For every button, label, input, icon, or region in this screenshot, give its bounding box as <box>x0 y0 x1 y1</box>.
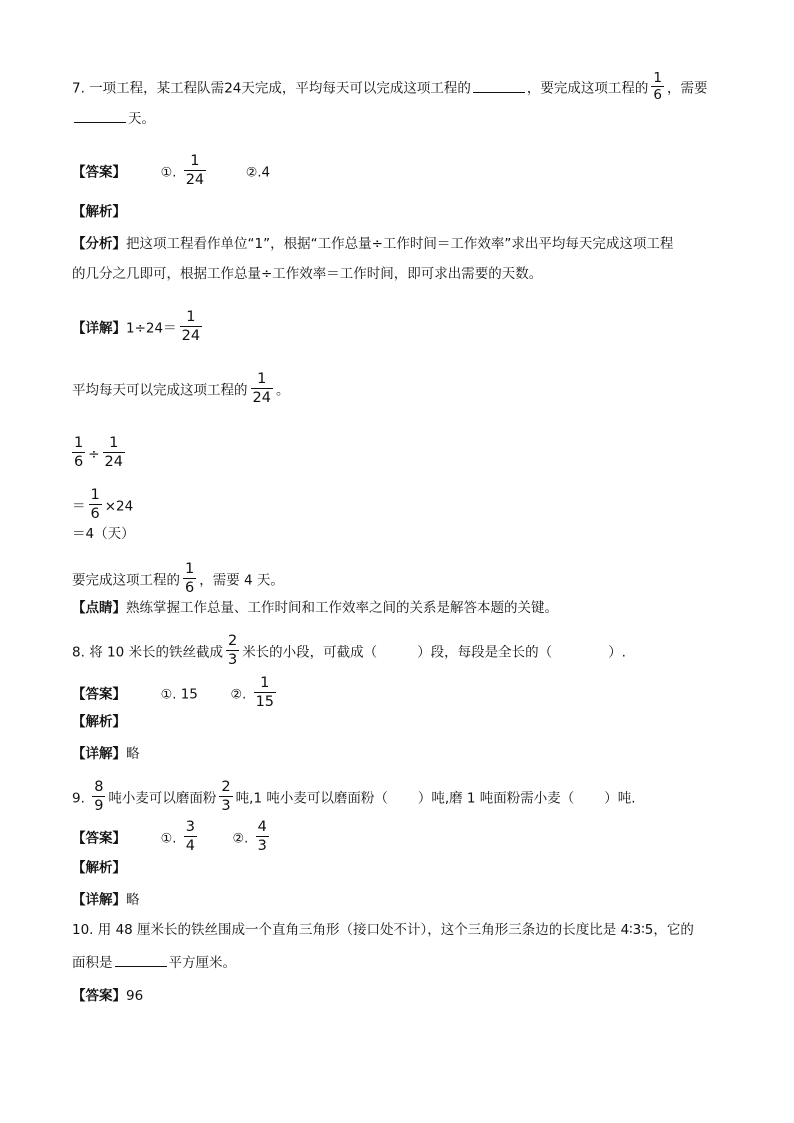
q7-number: 7. <box>72 80 85 97</box>
answer-label: 【答案】 <box>72 164 126 181</box>
calc1-fraction-1: $\frac{1}{6}$ <box>74 435 84 470</box>
q7-fenxi-line-1 <box>72 234 673 254</box>
q10-line-2: 面积是 平方厘米。 <box>72 952 236 973</box>
q7-text-2: 天完成，平均每天可以完成这项工程的 <box>241 80 471 97</box>
q8-answer: 【答案】 ①. 15 ②. $\frac{1}{15}$ <box>72 675 275 710</box>
q8-fraction: $\frac{2}{3}$ <box>227 633 238 668</box>
q7-fraction: $\frac{1}{6}$ <box>653 70 662 103</box>
line-a-fraction: $\frac{1}{24}$ <box>252 371 271 406</box>
q7-detail-line <box>72 310 205 347</box>
q10-answer <box>72 986 143 1006</box>
q7-blank-1[interactable] <box>473 78 525 93</box>
q7-text-5: 天。 <box>128 111 155 127</box>
q8-answer-1: 15 <box>180 686 198 703</box>
q8-answer-2: $\frac{1}{15}$ <box>255 675 275 710</box>
q8-detail: 【详解】略 <box>72 746 140 762</box>
q9-answer: 【答案】 ①. $\frac{3}{4}$ ②. $\frac{4}{3}$ <box>72 819 267 854</box>
fenxi-text-1: 把这项工程看作单位“1”，根据“工作总量÷工作时间＝工作效率”求出平均每天完成这项工程 <box>126 236 674 252</box>
q7-line-2 <box>72 108 155 129</box>
q7-blank-2[interactable] <box>74 108 126 123</box>
q9-detail: 【详解】略 <box>72 892 140 908</box>
q7-text-1: 一项工程，某工程队需 <box>89 80 225 97</box>
calc2-fraction: $\frac{1}{6}$ <box>90 487 100 522</box>
line-a-text: 平均每天可以完成这项工程的 <box>72 382 248 399</box>
q10-answer-value: 96 <box>126 988 144 1004</box>
q8-number: 8. <box>72 644 85 661</box>
q9-line: 9. $\frac{8}{9}$ 吨小麦可以磨面粉 $\frac{2}{3}$ 吨,1 吨小麦可以磨面粉（ ）吨,磨 1 吨面粉需小麦（ ）吨. <box>72 779 636 814</box>
q8-analysis-heading: 【解析】 <box>72 714 126 730</box>
q9-answer-2: $\frac{4}{3}$ <box>257 819 267 854</box>
detail-label: 【详解】 <box>72 320 126 337</box>
answer-label: 【答案】 <box>72 686 126 703</box>
q7-text-3: ，要完成这项工程的 <box>526 80 649 97</box>
calc1-fraction-2: $\frac{1}{24}$ <box>104 435 123 470</box>
q7-line-1 <box>72 72 707 105</box>
q7-days: 24 <box>224 80 242 97</box>
q7-answer-2: 4 <box>261 164 271 181</box>
q7-fenxi-line-2 <box>72 264 542 284</box>
answer-mark-2: ②. <box>245 165 262 181</box>
line-b-fraction: $\frac{1}{6}$ <box>185 561 195 596</box>
q8-line: 8. 将 10 米长的铁丝截成 $\frac{2}{3}$ 米长的小段，可截成（ ）段，每段是全长的（ ）. <box>72 633 626 668</box>
q10-number: 10. <box>72 922 94 938</box>
q10-line-1: 10. 用 48 厘米长的铁丝围成一个直角三角形（接口处不计），这个三角形三条边的长度比是 4∶3∶5，它的 <box>72 922 694 938</box>
q7-line-b: 要完成这项工程的 $\frac{1}{6}$ ，需要 4 天。 <box>72 561 284 596</box>
answer-mark-1: ①. <box>160 165 177 181</box>
q7-calc-1: $\frac{1}{6}$ ÷ $\frac{1}{24}$ <box>74 435 123 470</box>
detail-fraction: $\frac{1}{24}$ <box>181 309 201 344</box>
q7-answer <box>72 154 270 191</box>
fenxi-text-2: 的几分之几即可，根据工作总量÷工作效率＝工作时间，即可求出需要的天数。 <box>72 266 543 282</box>
q9-answer-1: $\frac{3}{4}$ <box>185 819 195 854</box>
q7-text-4: ，需要 <box>666 80 708 97</box>
q9-fraction-2: $\frac{2}{3}$ <box>221 779 231 814</box>
q7-dianjing <box>72 598 558 618</box>
q9-number: 9. <box>72 790 85 807</box>
detail-equation: 1÷24＝ <box>126 320 177 337</box>
answer-label: 【答案】 <box>72 988 126 1004</box>
dianjing-text: 熟练掌握工作总量、工作时间和工作效率之间的关系是解答本题的关键。 <box>126 600 558 616</box>
fenxi-label: 【分析】 <box>72 236 126 252</box>
q9-fraction-1: $\frac{8}{9}$ <box>94 779 104 814</box>
q9-analysis-heading: 【解析】 <box>72 860 126 876</box>
q7-calc-2: ＝ $\frac{1}{6}$ ×24 <box>72 487 134 522</box>
q7-answer-1: $\frac{1}{24}$ <box>185 153 205 188</box>
q7-calc-3: ＝4（天） <box>72 526 135 542</box>
q7-line-a: 平均每天可以完成这项工程的 $\frac{1}{24}$ 。 <box>72 371 290 406</box>
answer-label: 【答案】 <box>72 830 126 847</box>
q7-analysis-heading: 【解析】 <box>72 204 126 220</box>
dianjing-label: 【点睛】 <box>72 600 126 616</box>
q10-blank[interactable] <box>115 952 167 967</box>
